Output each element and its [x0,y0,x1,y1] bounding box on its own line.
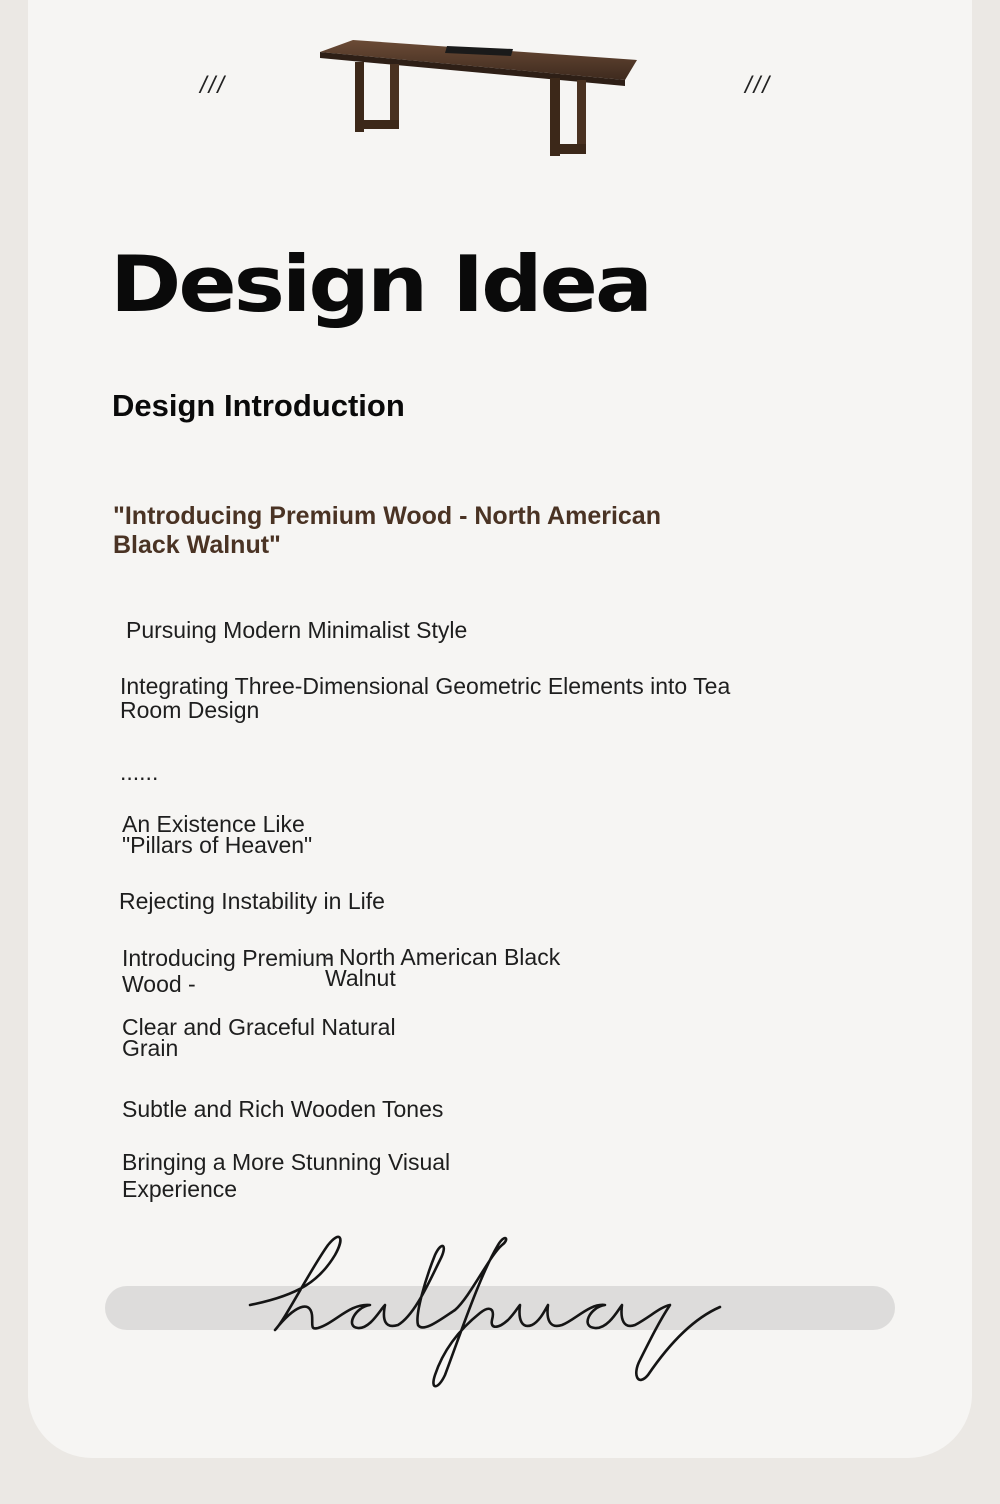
item-tones: Subtle and Rich Wooden Tones [122,1096,444,1122]
walnut-tea-table-image [315,34,645,169]
left-slash-decoration: /// [200,72,227,99]
halfway-signature [240,1225,730,1395]
item-grain: Clear and Graceful Natural Grain [122,1014,396,1061]
item-ellipsis: ...... [120,759,159,785]
section-subtitle: Design Introduction [112,388,405,423]
item-introducing-b: - North American Black Walnut [325,944,561,991]
intro-quote: "Introducing Premium Wood - North American Black Walnut" [113,502,661,559]
item-pursuing: Pursuing Modern Minimalist Style [126,617,468,643]
page-title: Design Idea [110,240,651,330]
item-introducing-a: Introducing Premium Wood - [122,945,335,997]
item-visual: Bringing a More Stunning Visual Experience [122,1149,451,1202]
item-existence: An Existence Like "Pillars of Heaven" [122,811,313,858]
item-integrating: Integrating Three-Dimensional Geometric Elements into Tea Room Design [120,673,731,723]
item-rejecting: Rejecting Instability in Life [119,888,385,914]
right-slash-decoration: /// [745,72,772,99]
